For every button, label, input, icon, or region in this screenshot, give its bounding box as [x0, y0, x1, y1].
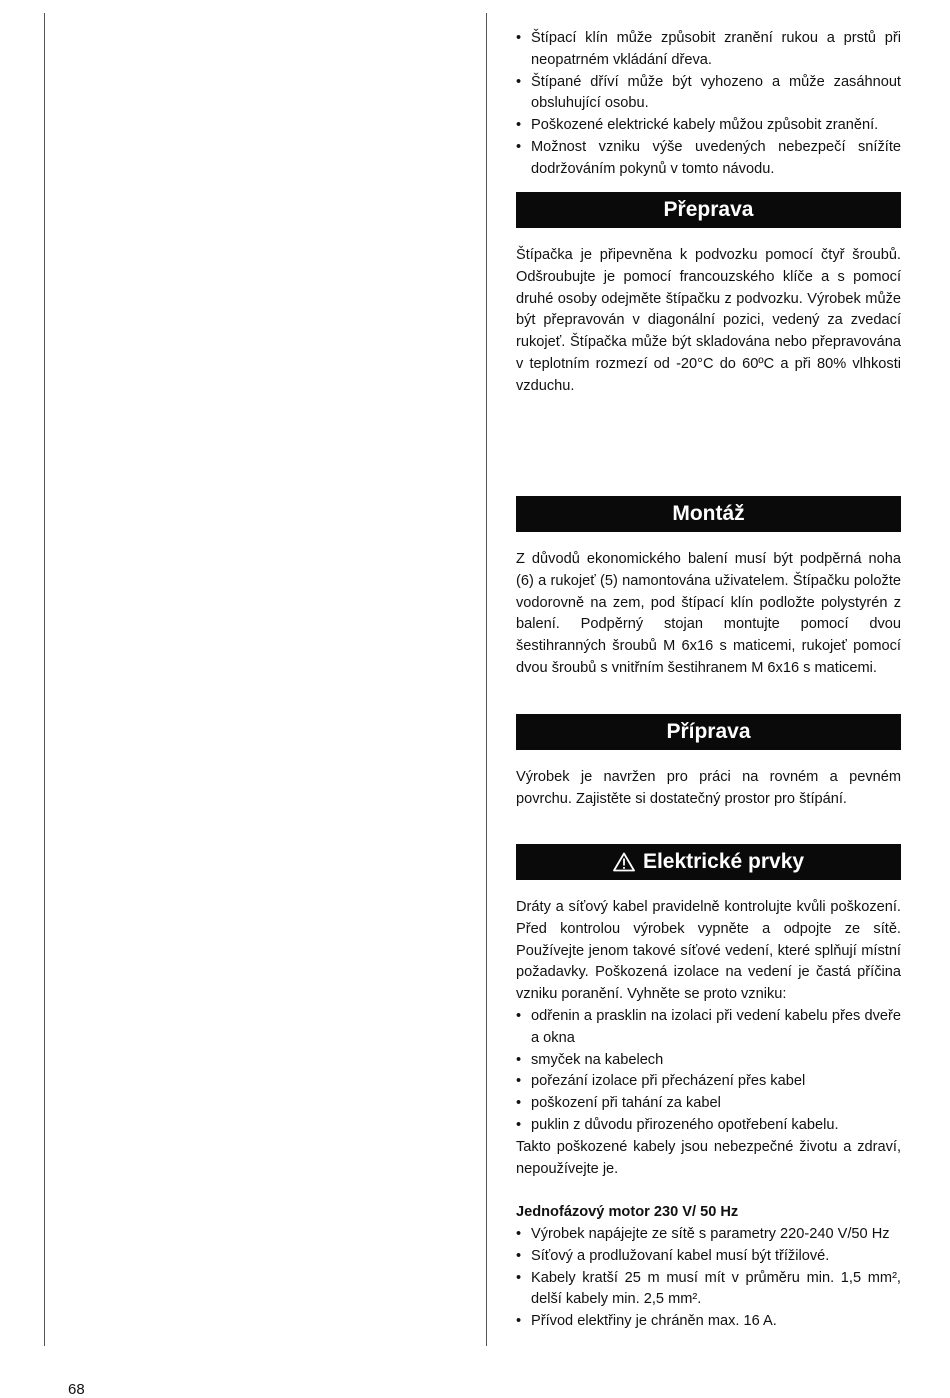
- intro-bullet-list: [516, 28, 901, 181]
- list-item: • Síťový a prodlužovaní kabel musí být třížilové.: [516, 1246, 901, 1268]
- list-item: • Poškozené elektrické kabely můžou způsobit zranění.: [516, 115, 901, 137]
- preprava-paragraph: Štípačka je připevněna k podvozku pomocí čtyř šroubů. Odšroubujte je pomocí francouzského klíče a s pomocí druhé osoby odejměte štípačku z podvozku. Výrobek může být přepravován v diagonální pozici, vedený za zvedací rukojeť. Štípačka může být skladována nebo přepravována v teplotním rozmezí od -20°C do 60ºC a při 80% vlhkosti vzduchu.: [516, 247, 901, 394]
- warning-triangle-icon: [613, 852, 635, 872]
- list-item: • Kabely kratší 25 m musí mít v průměru min. 1,5 mm², delší kabely min. 2,5 mm².: [516, 1268, 901, 1312]
- list-item: • puklin z důvodu přirozeného opotřebení kabelu.: [516, 1115, 901, 1137]
- elektricke-section: [516, 897, 901, 1333]
- intro-section: [516, 28, 901, 181]
- left-margin-rule: [44, 13, 45, 1346]
- list-item: • Štípané dříví může být vyhozeno a může zasáhnout obsluhující osobu.: [516, 72, 901, 116]
- list-item: • odřenin a prasklin na izolaci při vedení kabelu přes dveře a okna: [516, 1006, 901, 1050]
- montaz-paragraph: Z důvodů ekonomického balení musí být podpěrná noha (6) a rukojeť (5) namontována uživatelem. Štípačku položte vodorovně na zem, pod štípací klín podložte polystyrén z balení. Podpěrný stojan montujte pomocí dvou šestihranných šroubů M 6x16 s maticemi, rukojeť pomocí dvou šroubů s vnitřním šestihranem M 6x16 s maticemi.: [516, 551, 901, 676]
- list-item: • Výrobek napájejte ze sítě s parametry 220-240 V/50 Hz: [516, 1224, 901, 1246]
- montaz-section: [516, 549, 901, 680]
- priprava-heading: Příprava: [516, 714, 901, 750]
- cable-damage-list: [516, 1006, 901, 1137]
- list-item: • Štípací klín může způsobit zranění rukou a prstů při neopatrném vkládání dřeva.: [516, 28, 901, 72]
- column-divider-rule: [486, 13, 487, 1346]
- list-item: • pořezání izolace při přecházení přes kabel: [516, 1071, 901, 1093]
- cable-warning-paragraph: Takto poškozené kabely jsou nebezpečné životu a zdraví, nepoužívejte je.: [516, 1138, 901, 1177]
- elektricke-paragraph: Dráty a síťový kabel pravidelně kontrolujte kvůli poškození. Před kontrolou výrobek vypněte a odpojte ze sítě. Používejte jenom takové síťové vedení, které splňují místní požadavky. Poškozená izolace na vedení je častá příčina vzniku poranění. Vyhněte se proto vzniku:: [516, 899, 901, 1003]
- elektricke-heading-label: Elektrické prvky: [642, 850, 805, 873]
- preprava-section: [516, 245, 901, 398]
- priprava-section: [516, 767, 901, 811]
- list-item: • smyček na kabelech: [516, 1050, 901, 1072]
- list-item: • poškození při tahání za kabel: [516, 1093, 901, 1115]
- preprava-heading: Přeprava: [516, 192, 901, 228]
- list-item: • Možnost vzniku výše uvedených nebezpečí snížíte dodržováním pokynů v tomto návodu.: [516, 137, 901, 181]
- motor-subheading: Jednofázový motor 230 V/ 50 Hz: [516, 1204, 739, 1221]
- page-number: 68: [68, 1381, 85, 1398]
- montaz-heading: Montáž: [516, 496, 901, 532]
- list-item: • Přívod elektřiny je chráněn max. 16 A.: [516, 1311, 901, 1333]
- priprava-paragraph: Výrobek je navržen pro práci na rovném a pevném povrchu. Zajistěte si dostatečný prostor pro štípání.: [516, 769, 901, 807]
- motor-bullet-list: [516, 1224, 901, 1333]
- elektricke-heading: [516, 844, 901, 880]
